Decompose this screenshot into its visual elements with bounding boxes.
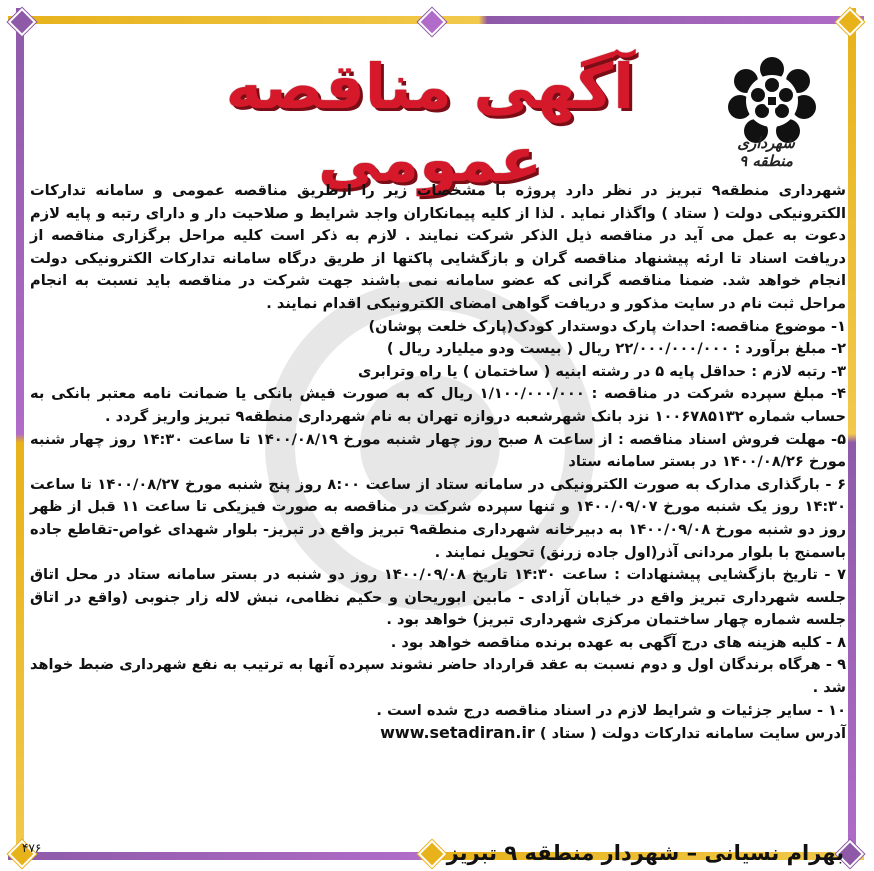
list-item: ۱۰ - سایر جزئیات و شرایط لازم در اسناد مناقصه درج شده است . (376, 701, 846, 719)
corner-diamond-icon (836, 8, 864, 36)
list-item: ۶ - بارگذاری مدارک به صورت الکترونیکی در سامانه ستاد از ساعت ۸:۰۰ روز پنج شنبه مورخ ۱۴۰۰/۰۸/۲۷ تا ساعت ۱۴:۳۰ روز یک شنبه مورخ ۱۴۰۰/۰۹/۰۷ و تنها سپرده شرکت در مناقصه به صورت فیزیکی تا ساعت ۱۱ قبل از ظهر روز دو شنبه مورخ ۱۴۰۰/۰۹/۰۸ به دبیرخانه شهرداری منطقه۹ تبریز واقع در تبریز- بلوار شهدای غواص-تقاطع جاده باسمنج با بلوار مردانی آذر(اول جاده زرنق) تحویل نمایند . (30, 475, 846, 561)
site-label: آدرس سایت سامانه تدارکات دولت ( ستاد ) (539, 725, 846, 743)
page-number: ۴۷۶ (22, 841, 42, 855)
list-item: ۷ - تاریخ بازگشایی پیشنهادات : ساعت ۱۴:۳۰ تاریخ ۱۴۰۰/۰۹/۰۸ روز دو شنبه در بستر سامانه ستاد در محل اتاق جلسه شهرداری تبریز واقع در خیابان آزادی - مابین ابوریحان و حکیم نظامی، نبش لاله زار جنوبی (واقع در اتاق جلسه شماره چهار ساختمان مرکزی شهرداری تبریز) خواهد بود . (30, 566, 846, 629)
edge-diamond-icon (418, 8, 446, 36)
list-item: ۸ - کلیه هزینه های درج آگهی به عهده برنده مناقصه خواهد بود . (390, 633, 846, 651)
border-left (16, 8, 24, 860)
border-right (848, 8, 856, 860)
intro-paragraph: شهرداری منطقه۹ تبریز در نظر دارد پروژه با مشخصات زیر را ازطریق مناقصه عمومی و سامانه تدارکات الکترونیکی دولت ( ستاد ) واگذار نماید . لذا از کلیه پیمانکاران واجد شرایط و صلاحیت دار و دارای رتبه و پایه لازم دعوت به عمل می آید در مناقصه ذیل الذکر شرکت نمایند . لازم به ذکر است کلیه مراحل برگزاری مناقصه از دریافت اسناد تا ارئه پیشنهاد مناقصه گران و بازگشایی پاکتها از طریق درگاه سامانه تدارکات الکترونیکی دولت انجام خواهد شد. ضمنا مناقصه گرانی که عضو سامانه نمی باشند جهت شرکت در مناقصه باید نسبت به انجام مراحل ثبت نام در سایت مذکور و دریافت گواهی امضای الکترونیکی اقدام نمایند . (30, 182, 846, 312)
announcement-body (30, 180, 846, 746)
edge-diamond-icon (418, 840, 446, 868)
list-item: ۱- موضوع مناقصه: احداث پارک دوستدار کودک(پارک خلعت پوشان) (368, 317, 846, 335)
signature: بهرام نسیانی – شهردار منطقه ۹ تبریز (446, 841, 844, 865)
list-item: ۹ - هرگاه برندگان اول و دوم نسبت به عقد قرارداد حاضر نشوند سپرده آنها به ترتیب به نفع شهرداری ضبط خواهد شد . (30, 656, 846, 697)
list-item: ۳- رتبه لازم : حداقل پایه ۵ در رشته ابنیه ( ساختمان ) یا راه وترابری (357, 362, 846, 380)
site-url-link[interactable]: www.setadiran.ir (380, 723, 535, 743)
logo-caption: شهرداری منطقه ۹ (737, 134, 795, 170)
list-item: ۵- مهلت فروش اسناد مناقصه : از ساعت ۸ صبح روز چهار شنبه مورخ ۱۴۰۰/۰۸/۱۹ تا ساعت ۱۴:۳۰ روز چهار شنبه مورخ ۱۴۰۰/۰۸/۲۶ در بستر سامانه ستاد (30, 430, 847, 471)
site-address-line (30, 722, 846, 746)
header (60, 40, 820, 196)
corner-diamond-icon (8, 8, 36, 36)
page-title: آگهی مناقصه عمومی (225, 50, 635, 196)
list-item: ۲- مبلغ برآورد : ۲۲/۰۰۰/۰۰۰/۰۰۰ ریال ( بیست ودو میلیارد ریال ) (386, 340, 846, 358)
list-item: ۴- مبلغ سپرده شرکت در مناقصه : ۱/۱۰۰/۰۰۰/۰۰۰ ریال که به صورت فیش بانکی یا ضمانت نامه معتبر بانکی به حساب شماره ۱۰۰۶۷۸۵۱۳۲ نزد بانک شهرشعبه دروازه تهران به نام شهرداری منطقه۹ تبریز واریز گردد . (30, 385, 846, 425)
